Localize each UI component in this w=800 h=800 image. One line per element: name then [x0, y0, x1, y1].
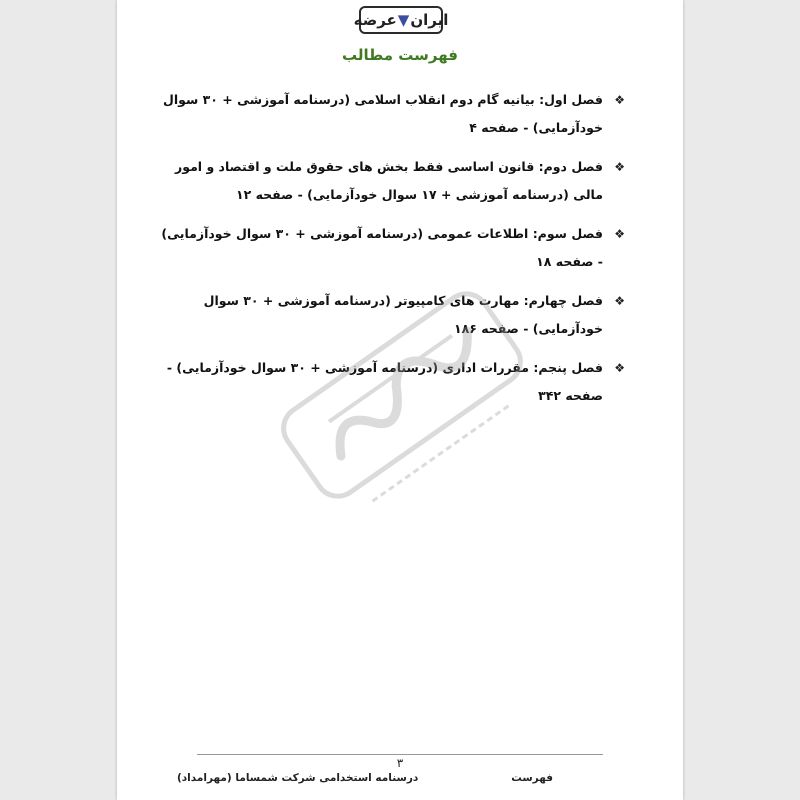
- watermark-logo-icon: [257, 280, 547, 510]
- document-page: [117, 0, 683, 800]
- toc-item-text: فصل سوم: اطلاعات عمومی (درسنامه آموزشی + ۳۰ سوال خودآزمایی) - صفحه ۱۸: [161, 226, 603, 269]
- toc-item-text: فصل اول: بیانیه گام دوم انقلاب اسلامی (درسنامه آموزشی + ۳۰ سوال خودآزمایی) - صفحه ۴: [163, 92, 603, 135]
- logo-text-iran: ایران: [410, 11, 449, 29]
- logo-text-arzeh: عرضه: [353, 11, 397, 29]
- footer-document-title: درسنامه استخدامی شرکت شمساما (مهرامداد): [177, 772, 419, 784]
- toc-title: فهرست مطالب: [342, 46, 458, 64]
- diamond-bullet-icon: ❖: [614, 361, 625, 375]
- diamond-bullet-icon: ❖: [614, 160, 625, 174]
- toc-item: [155, 86, 625, 142]
- toc-item-text: فصل دوم: قانون اساسی فقط بخش های حقوق ملت و اقتصاد و امور مالی (درسنامه آموزشی + ۱۷ سوال خودآزمایی) - صفحه ۱۲: [175, 159, 603, 202]
- diamond-bullet-icon: ❖: [614, 227, 625, 241]
- toc-item-text: فصل پنجم: مقررات اداری (درسنامه آموزشی + ۳۰ سوال خودآزمایی) - صفحه ۳۴۲: [166, 360, 603, 403]
- logo-mark-icon: ▼: [397, 11, 410, 29]
- toc-item-text: فصل چهارم: مهارت های کامپیوتر (درسنامه آموزشی + ۳۰ سوال خودآزمایی) - صفحه ۱۸۶: [203, 293, 603, 336]
- diamond-bullet-icon: ❖: [614, 294, 625, 308]
- diamond-bullet-icon: ❖: [614, 93, 625, 107]
- page-number: ۳: [396, 756, 404, 770]
- brand-logo: [353, 6, 449, 34]
- footer-section-label: فهرست: [511, 772, 553, 784]
- toc-item: [155, 153, 625, 209]
- toc-item: [155, 220, 625, 276]
- footer-divider: [197, 754, 603, 755]
